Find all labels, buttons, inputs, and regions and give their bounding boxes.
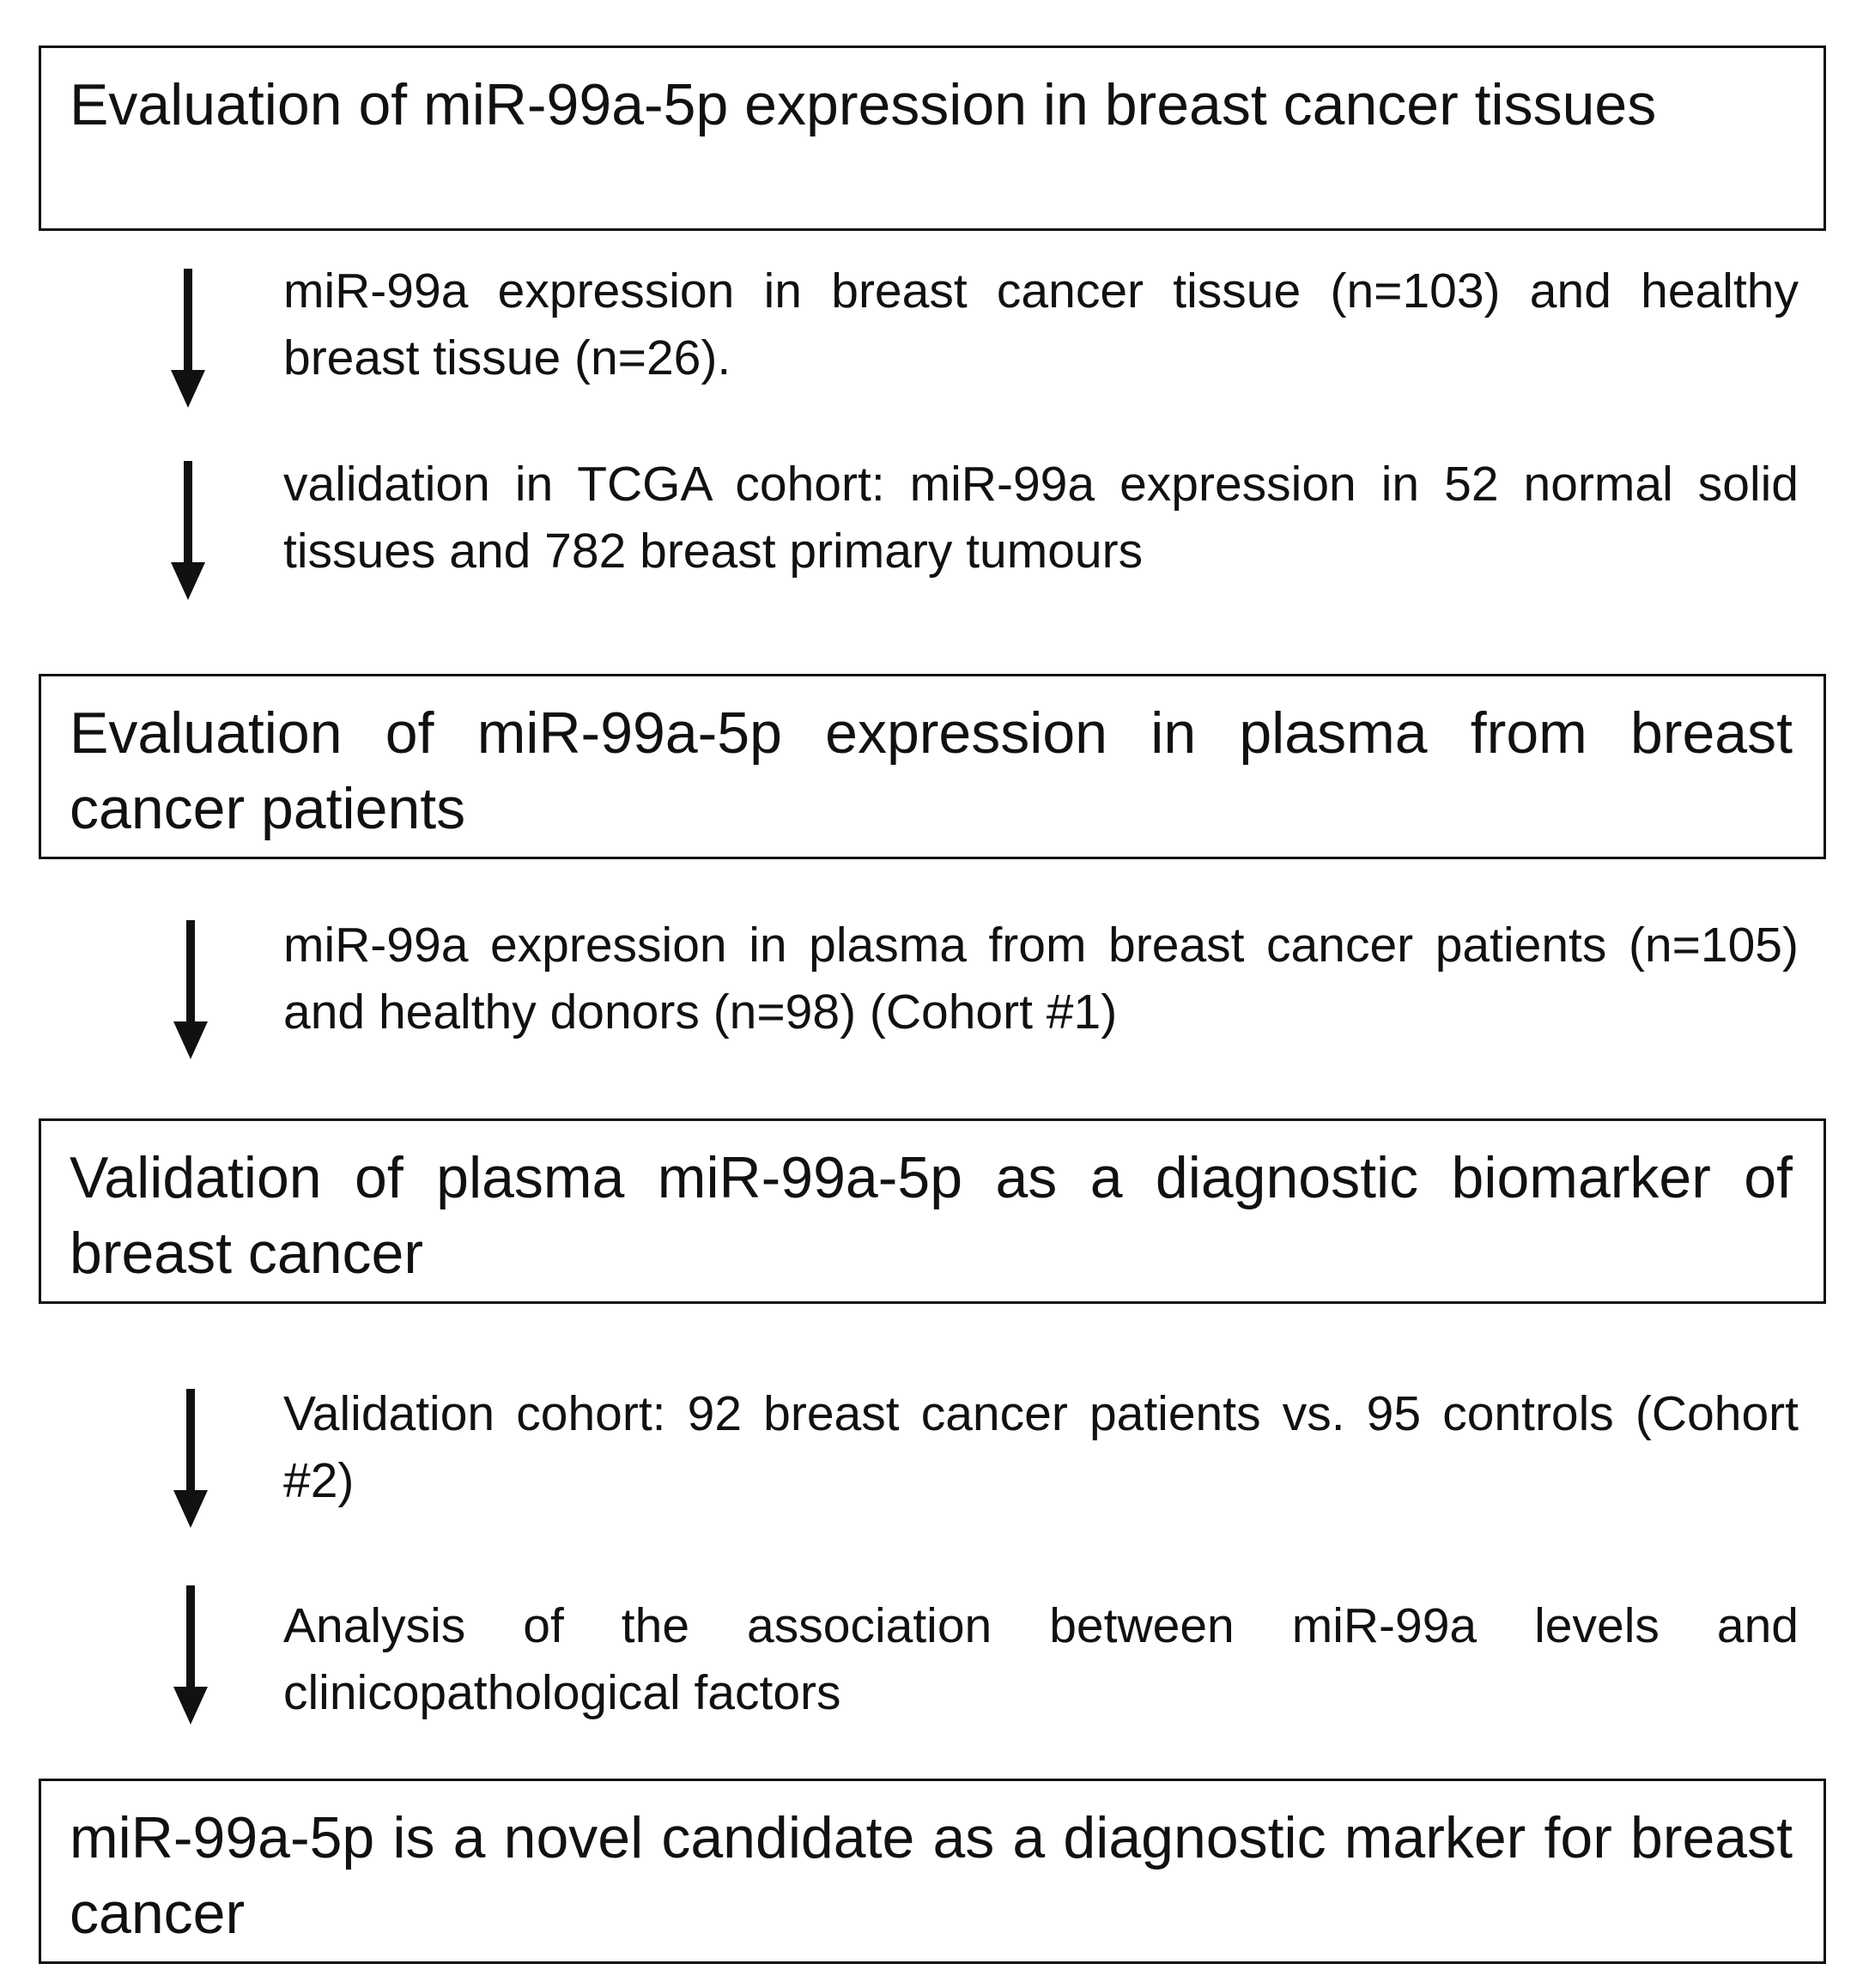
step-5-text: Analysis of the association between miR-99a levels and clinicopathological factors xyxy=(283,1598,1799,1720)
flow-box-2-text: Evaluation of miR-99a-5p expression in plasma from breast cancer patients xyxy=(70,700,1793,841)
down-arrow-icon xyxy=(172,920,209,1059)
flow-box-4 xyxy=(39,1779,1826,1964)
flow-box-2 xyxy=(39,674,1826,859)
flow-box-1-text: Evaluation of miR-99a-5p expression in breast cancer tissues xyxy=(70,72,1657,137)
flow-box-3 xyxy=(39,1118,1826,1304)
down-arrow-icon xyxy=(169,269,207,408)
step-1-text: miR-99a expression in breast cancer tissue (n=103) and healthy breast tissue (n=26). xyxy=(283,264,1799,385)
step-4-text: Validation cohort: 92 breast cancer patients vs. 95 controls (Cohort #2) xyxy=(283,1386,1799,1508)
flow-box-3-text: Validation of plasma miR-99a-5p as a diagnostic biomarker of breast cancer xyxy=(70,1145,1793,1286)
step-3-text: miR-99a expression in plasma from breast cancer patients (n=105) and healthy donors (n=98) (Cohort #1) xyxy=(283,918,1799,1039)
step-2-text: validation in TCGA cohort: miR-99a expression in 52 normal solid tissues and 782 breast primary tumours xyxy=(283,457,1799,579)
down-arrow-icon xyxy=(172,1585,209,1724)
down-arrow-icon xyxy=(172,1389,209,1528)
flow-box-1 xyxy=(39,45,1826,231)
down-arrow-icon xyxy=(169,461,207,600)
flow-box-4-text: miR-99a-5p is a novel candidate as a diagnostic marker for breast cancer xyxy=(70,1805,1793,1946)
